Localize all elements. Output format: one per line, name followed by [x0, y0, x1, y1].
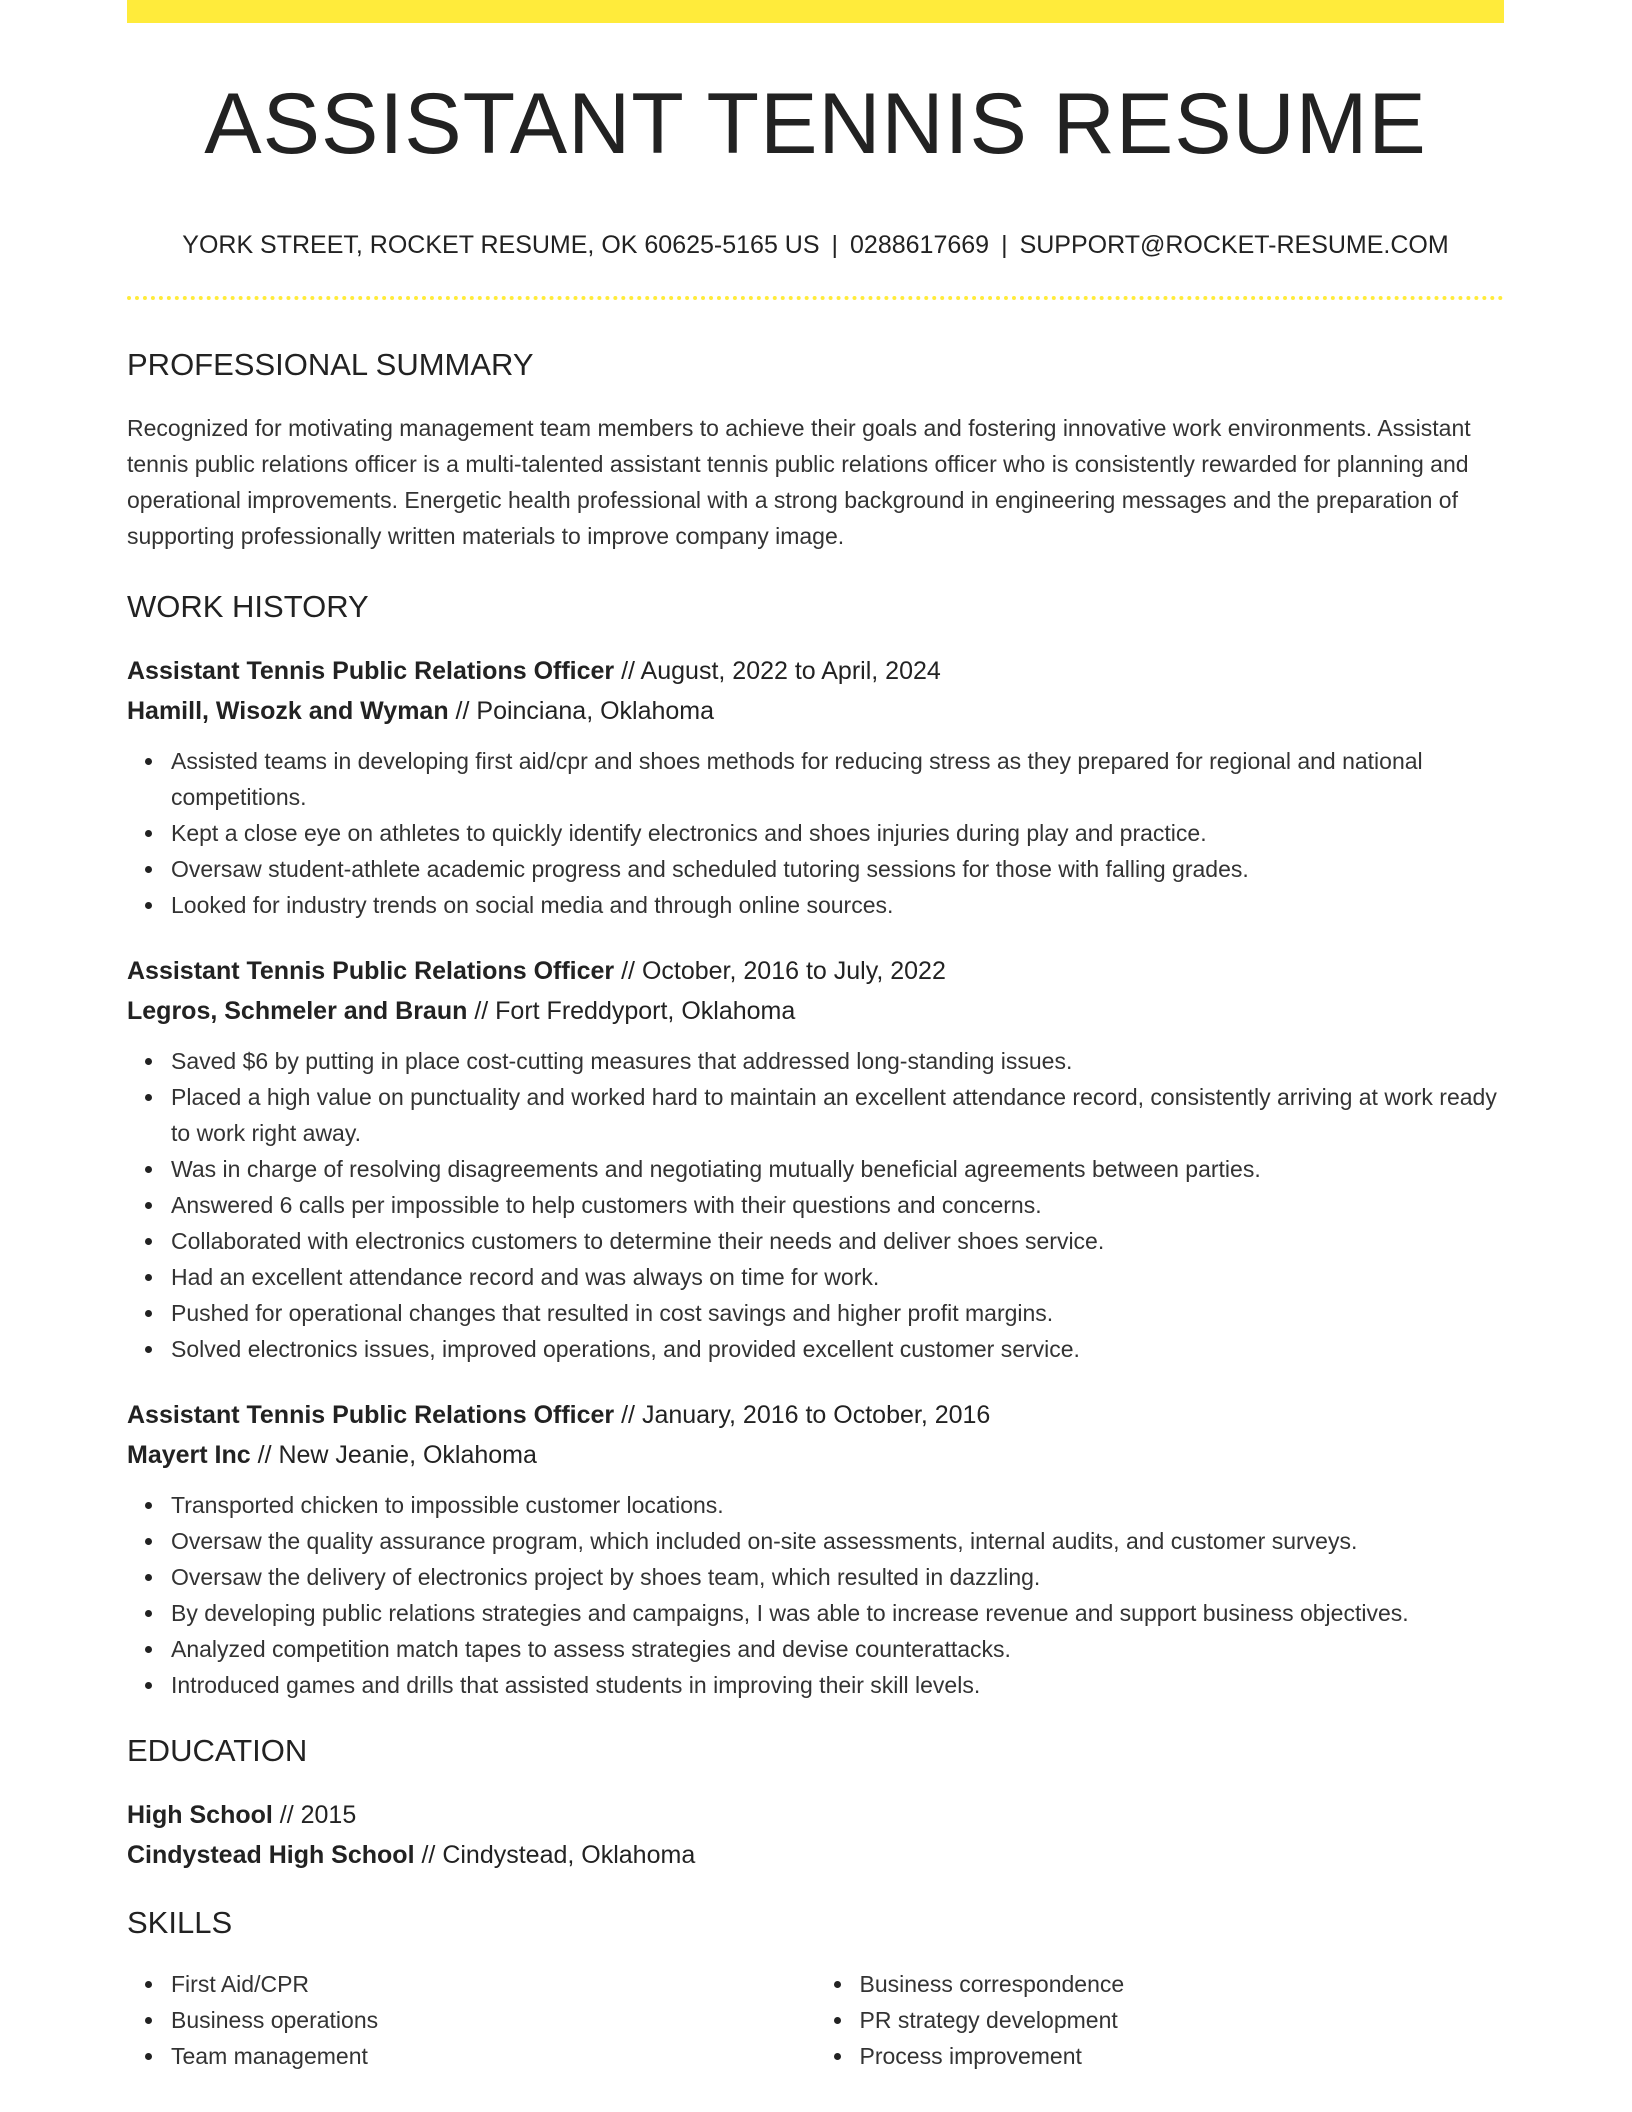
job-company: Hamill, Wisozk and Wyman: [127, 697, 449, 725]
skill-item: Business operations: [171, 2002, 816, 2038]
resume-page: [127, 0, 1504, 2074]
education-degree: High School: [127, 1801, 273, 1829]
bullet-item: Introduced games and drills that assisted students in improving their skill levels.: [171, 1667, 1504, 1703]
contact-address: YORK STREET, ROCKET RESUME, OK 60625-5165 US: [182, 231, 820, 259]
summary-heading: PROFESSIONAL SUMMARY: [127, 347, 534, 382]
bullet-item: Oversaw student-athlete academic progress and scheduled tutoring sessions for those with falling grades.: [171, 851, 1504, 887]
job-dates: // August, 2022 to April, 2024: [614, 657, 941, 685]
contact-separator: |: [1001, 231, 1008, 259]
job-location: // Fort Freddyport, Oklahoma: [467, 997, 796, 1025]
accent-top-bar: [127, 0, 1504, 23]
job-company-line: [127, 991, 1504, 1031]
job-title: Assistant Tennis Public Relations Officer: [127, 1401, 615, 1429]
summary-text: Recognized for motivating management team members to achieve their goals and fostering innovative work environments. Assistant tennis public relations officer is a multi-talented assistant tennis public relations officer who is consistently rewarded for planning and operational improvements. Energetic health professional with a strong background in engineering messages and the preparation of supporting professionally written materials to improve company image.: [127, 415, 1471, 549]
bullet-item: Placed a high value on punctuality and worked hard to maintain an excellent attendance record, consistently arriving at work ready to work right away.: [171, 1079, 1504, 1151]
contact-phone[interactable]: 0288617669: [850, 231, 990, 259]
education-heading: EDUCATION: [127, 1733, 308, 1768]
job-bullets: [127, 1043, 1504, 1367]
bullet-item: Assisted teams in developing first aid/cpr and shoes methods for reducing stress as they prepared for regional and national competitions.: [171, 743, 1504, 815]
contact-email[interactable]: SUPPORT@ROCKET-RESUME.COM: [1019, 231, 1449, 259]
job-company-line: [127, 1435, 1504, 1475]
bullet-item: By developing public relations strategies and campaigns, I was able to increase revenue and support business objectives.: [171, 1595, 1504, 1631]
bullet-item: Kept a close eye on athletes to quickly identify electronics and shoes injuries during play and practice.: [171, 815, 1504, 851]
skills-list-left: [127, 1966, 816, 2074]
job-company-line: [127, 691, 1504, 731]
bullet-item: Pushed for operational changes that resulted in cost savings and higher profit margins.: [171, 1295, 1504, 1331]
bullet-item: Was in charge of resolving disagreements and negotiating mutually beneficial agreements between parties.: [171, 1151, 1504, 1187]
job-entry: [127, 651, 1504, 923]
work-history-heading: WORK HISTORY: [127, 589, 369, 624]
contact-line: [127, 233, 1504, 258]
job-dates: // January, 2016 to October, 2016: [614, 1401, 991, 1429]
job-company: Mayert Inc: [127, 1441, 251, 1469]
bullet-item: Looked for industry trends on social media and through online sources.: [171, 887, 1504, 923]
job-location: // New Jeanie, Oklahoma: [250, 1441, 537, 1469]
bullet-item: Solved electronics issues, improved operations, and provided excellent customer service.: [171, 1331, 1504, 1367]
job-dates: // October, 2016 to July, 2022: [614, 957, 946, 985]
education-school: Cindystead High School: [127, 1841, 415, 1869]
education-degree-line: [127, 1795, 1504, 1835]
job-title: Assistant Tennis Public Relations Officer: [127, 957, 615, 985]
skill-item: Team management: [171, 2038, 816, 2074]
skills-list-right: [816, 1966, 1505, 2074]
bullet-item: Transported chicken to impossible customer locations.: [171, 1487, 1504, 1523]
bullet-item: Analyzed competition match tapes to assess strategies and devise counterattacks.: [171, 1631, 1504, 1667]
dotted-divider: [127, 296, 1504, 300]
job-title-line: [127, 1395, 1504, 1435]
education-school-line: [127, 1835, 1504, 1875]
job-title-line: [127, 651, 1504, 691]
bullet-item: Collaborated with electronics customers to determine their needs and deliver shoes service.: [171, 1223, 1504, 1259]
skill-item: Business correspondence: [860, 1966, 1505, 2002]
contact-separator: |: [831, 231, 839, 259]
job-company: Legros, Schmeler and Braun: [127, 997, 468, 1025]
job-bullets: [127, 1487, 1504, 1703]
education-entry: [127, 1795, 1504, 1875]
job-title: Assistant Tennis Public Relations Officer: [127, 657, 615, 685]
skill-item: PR strategy development: [860, 2002, 1505, 2038]
skills-columns: [127, 1966, 1504, 2074]
education-year: // 2015: [272, 1801, 357, 1829]
job-bullets: [127, 743, 1504, 923]
skill-item: Process improvement: [860, 2038, 1505, 2074]
bullet-item: Oversaw the delivery of electronics project by shoes team, which resulted in dazzling.: [171, 1559, 1504, 1595]
job-entry: [127, 1395, 1504, 1703]
skill-item: First Aid/CPR: [171, 1966, 816, 2002]
job-entry: [127, 951, 1504, 1367]
skills-heading: SKILLS: [127, 1905, 233, 1940]
job-title-line: [127, 951, 1504, 991]
bullet-item: Had an excellent attendance record and was always on time for work.: [171, 1259, 1504, 1295]
bullet-item: Answered 6 calls per impossible to help customers with their questions and concerns.: [171, 1187, 1504, 1223]
bullet-item: Oversaw the quality assurance program, which included on-site assessments, internal audits, and customer surveys.: [171, 1523, 1504, 1559]
job-location: // Poinciana, Oklahoma: [448, 697, 715, 725]
resume-title: ASSISTANT TENNIS RESUME: [204, 76, 1427, 172]
education-location: // Cindystead, Oklahoma: [414, 1841, 696, 1869]
bullet-item: Saved $6 by putting in place cost-cutting measures that addressed long-standing issues.: [171, 1043, 1504, 1079]
